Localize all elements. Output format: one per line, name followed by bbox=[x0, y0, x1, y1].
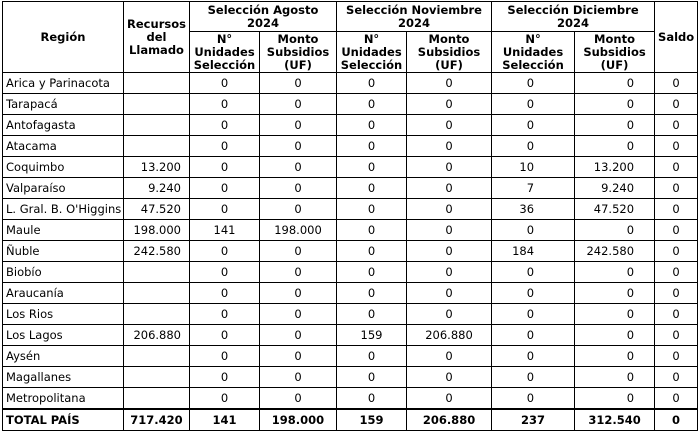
diciembre-unidades-cell: 36 bbox=[492, 199, 575, 220]
diciembre-monto-cell: 0 bbox=[575, 73, 655, 94]
diciembre-unidades-cell: 0 bbox=[492, 136, 575, 157]
table-row bbox=[3, 157, 698, 178]
header-noviembre: Selección Noviembre 2024 bbox=[337, 2, 492, 32]
saldo-cell: 0 bbox=[655, 346, 698, 367]
noviembre-monto-cell: 0 bbox=[407, 115, 492, 136]
noviembre-monto-cell: 206.880 bbox=[407, 325, 492, 346]
diciembre-unidades-cell: 10 bbox=[492, 157, 575, 178]
agosto-unidades-cell: 0 bbox=[190, 115, 260, 136]
noviembre-unidades-cell: 0 bbox=[337, 136, 407, 157]
region-cell: Ñuble bbox=[3, 241, 124, 262]
diciembre-monto-cell: 0 bbox=[575, 115, 655, 136]
agosto-monto-cell: 0 bbox=[260, 115, 337, 136]
noviembre-unidades-cell: 0 bbox=[337, 157, 407, 178]
subheader-agosto-unidades: N° Unidades Selección bbox=[190, 32, 260, 73]
diciembre-monto-cell: 0 bbox=[575, 346, 655, 367]
table-row bbox=[3, 241, 698, 262]
table-row bbox=[3, 73, 698, 94]
recursos-cell bbox=[124, 283, 190, 304]
table-row bbox=[3, 367, 698, 388]
diciembre-unidades-cell: 0 bbox=[492, 367, 575, 388]
total-agosto-monto: 198.000 bbox=[260, 409, 337, 431]
table-row bbox=[3, 199, 698, 220]
agosto-monto-cell: 0 bbox=[260, 199, 337, 220]
noviembre-unidades-cell: 0 bbox=[337, 262, 407, 283]
diciembre-unidades-cell: 0 bbox=[492, 283, 575, 304]
saldo-cell: 0 bbox=[655, 283, 698, 304]
region-cell: Los Rios bbox=[3, 304, 124, 325]
recursos-cell: 206.880 bbox=[124, 325, 190, 346]
diciembre-unidades-cell: 0 bbox=[492, 220, 575, 241]
saldo-cell: 0 bbox=[655, 304, 698, 325]
noviembre-unidades-cell: 0 bbox=[337, 304, 407, 325]
agosto-unidades-cell: 0 bbox=[190, 199, 260, 220]
noviembre-monto-cell: 0 bbox=[407, 262, 492, 283]
subheader-diciembre-unidades: N° Unidades Selección bbox=[492, 32, 575, 73]
region-cell: Antofagasta bbox=[3, 115, 124, 136]
noviembre-monto-cell: 0 bbox=[407, 157, 492, 178]
total-diciembre-monto: 312.540 bbox=[575, 409, 655, 431]
agosto-unidades-cell: 0 bbox=[190, 178, 260, 199]
agosto-monto-cell: 0 bbox=[260, 262, 337, 283]
noviembre-monto-cell: 0 bbox=[407, 304, 492, 325]
diciembre-monto-cell: 0 bbox=[575, 325, 655, 346]
total-diciembre-unidades: 237 bbox=[492, 409, 575, 431]
diciembre-unidades-cell: 184 bbox=[492, 241, 575, 262]
table-row bbox=[3, 388, 698, 410]
noviembre-monto-cell: 0 bbox=[407, 94, 492, 115]
table-row bbox=[3, 178, 698, 199]
noviembre-monto-cell: 0 bbox=[407, 199, 492, 220]
region-cell: Araucanía bbox=[3, 283, 124, 304]
recursos-cell bbox=[124, 94, 190, 115]
table-row bbox=[3, 220, 698, 241]
recursos-cell bbox=[124, 367, 190, 388]
total-region: TOTAL PAÍS bbox=[3, 409, 124, 431]
diciembre-unidades-cell: 0 bbox=[492, 73, 575, 94]
diciembre-monto-cell: 0 bbox=[575, 388, 655, 410]
table-row bbox=[3, 262, 698, 283]
agosto-monto-cell: 0 bbox=[260, 388, 337, 410]
noviembre-monto-cell: 0 bbox=[407, 388, 492, 410]
region-cell: Biobío bbox=[3, 262, 124, 283]
diciembre-monto-cell: 0 bbox=[575, 136, 655, 157]
noviembre-unidades-cell: 0 bbox=[337, 367, 407, 388]
region-cell: Maule bbox=[3, 220, 124, 241]
saldo-cell: 0 bbox=[655, 73, 698, 94]
noviembre-monto-cell: 0 bbox=[407, 241, 492, 262]
noviembre-monto-cell: 0 bbox=[407, 178, 492, 199]
diciembre-monto-cell: 0 bbox=[575, 367, 655, 388]
agosto-monto-cell: 0 bbox=[260, 136, 337, 157]
region-cell: Los Lagos bbox=[3, 325, 124, 346]
noviembre-unidades-cell: 0 bbox=[337, 283, 407, 304]
recursos-cell: 9.240 bbox=[124, 178, 190, 199]
diciembre-unidades-cell: 0 bbox=[492, 325, 575, 346]
region-cell: Tarapacá bbox=[3, 94, 124, 115]
noviembre-unidades-cell: 0 bbox=[337, 94, 407, 115]
saldo-cell: 0 bbox=[655, 262, 698, 283]
agosto-monto-cell: 0 bbox=[260, 241, 337, 262]
noviembre-monto-cell: 0 bbox=[407, 367, 492, 388]
agosto-unidades-cell: 0 bbox=[190, 94, 260, 115]
recursos-cell bbox=[124, 304, 190, 325]
agosto-monto-cell: 0 bbox=[260, 283, 337, 304]
noviembre-unidades-cell: 159 bbox=[337, 325, 407, 346]
diciembre-monto-cell: 242.580 bbox=[575, 241, 655, 262]
header-recursos: Recursos del Llamado bbox=[124, 2, 190, 73]
diciembre-monto-cell: 0 bbox=[575, 94, 655, 115]
agosto-unidades-cell: 0 bbox=[190, 304, 260, 325]
region-cell: Magallanes bbox=[3, 367, 124, 388]
saldo-cell: 0 bbox=[655, 178, 698, 199]
agosto-unidades-cell: 0 bbox=[190, 283, 260, 304]
noviembre-unidades-cell: 0 bbox=[337, 73, 407, 94]
diciembre-unidades-cell: 0 bbox=[492, 262, 575, 283]
saldo-cell: 0 bbox=[655, 220, 698, 241]
noviembre-unidades-cell: 0 bbox=[337, 241, 407, 262]
region-cell: Aysén bbox=[3, 346, 124, 367]
agosto-unidades-cell: 141 bbox=[190, 220, 260, 241]
saldo-cell: 0 bbox=[655, 115, 698, 136]
diciembre-monto-cell: 9.240 bbox=[575, 178, 655, 199]
agosto-unidades-cell: 0 bbox=[190, 388, 260, 410]
agosto-unidades-cell: 0 bbox=[190, 262, 260, 283]
total-noviembre-monto: 206.880 bbox=[407, 409, 492, 431]
table-body bbox=[3, 73, 698, 431]
diciembre-unidades-cell: 0 bbox=[492, 115, 575, 136]
diciembre-monto-cell: 47.520 bbox=[575, 199, 655, 220]
recursos-cell bbox=[124, 136, 190, 157]
saldo-cell: 0 bbox=[655, 94, 698, 115]
diciembre-monto-cell: 13.200 bbox=[575, 157, 655, 178]
saldo-cell: 0 bbox=[655, 136, 698, 157]
diciembre-monto-cell: 0 bbox=[575, 283, 655, 304]
header-diciembre: Selección Diciembre 2024 bbox=[492, 2, 655, 32]
diciembre-unidades-cell: 0 bbox=[492, 388, 575, 410]
agosto-unidades-cell: 0 bbox=[190, 367, 260, 388]
total-saldo: 0 bbox=[655, 409, 698, 431]
table-row bbox=[3, 136, 698, 157]
recursos-cell: 242.580 bbox=[124, 241, 190, 262]
recursos-cell bbox=[124, 346, 190, 367]
table-row bbox=[3, 283, 698, 304]
table-row bbox=[3, 325, 698, 346]
recursos-cell: 47.520 bbox=[124, 199, 190, 220]
subheader-noviembre-unidades: N° Unidades Selección bbox=[337, 32, 407, 73]
diciembre-unidades-cell: 0 bbox=[492, 94, 575, 115]
region-cell: Coquimbo bbox=[3, 157, 124, 178]
table-row bbox=[3, 304, 698, 325]
noviembre-monto-cell: 0 bbox=[407, 220, 492, 241]
recursos-cell bbox=[124, 73, 190, 94]
header-agosto: Selección Agosto 2024 bbox=[190, 2, 337, 32]
agosto-monto-cell: 0 bbox=[260, 325, 337, 346]
noviembre-unidades-cell: 0 bbox=[337, 115, 407, 136]
noviembre-monto-cell: 0 bbox=[407, 283, 492, 304]
table-row bbox=[3, 94, 698, 115]
diciembre-monto-cell: 0 bbox=[575, 220, 655, 241]
noviembre-unidades-cell: 0 bbox=[337, 178, 407, 199]
noviembre-unidades-cell: 0 bbox=[337, 199, 407, 220]
recursos-cell bbox=[124, 115, 190, 136]
noviembre-unidades-cell: 0 bbox=[337, 346, 407, 367]
diciembre-unidades-cell: 0 bbox=[492, 304, 575, 325]
diciembre-unidades-cell: 0 bbox=[492, 346, 575, 367]
header-saldo: Saldo bbox=[655, 2, 698, 73]
saldo-cell: 0 bbox=[655, 199, 698, 220]
noviembre-monto-cell: 0 bbox=[407, 136, 492, 157]
region-cell: Atacama bbox=[3, 136, 124, 157]
recursos-cell: 13.200 bbox=[124, 157, 190, 178]
total-noviembre-unidades: 159 bbox=[337, 409, 407, 431]
agosto-monto-cell: 0 bbox=[260, 73, 337, 94]
saldo-cell: 0 bbox=[655, 367, 698, 388]
recursos-cell bbox=[124, 388, 190, 410]
agosto-unidades-cell: 0 bbox=[190, 241, 260, 262]
subheader-agosto-monto: Monto Subsidios (UF) bbox=[260, 32, 337, 73]
diciembre-unidades-cell: 7 bbox=[492, 178, 575, 199]
region-cell: Arica y Parinacota bbox=[3, 73, 124, 94]
agosto-unidades-cell: 0 bbox=[190, 157, 260, 178]
saldo-cell: 0 bbox=[655, 157, 698, 178]
diciembre-monto-cell: 0 bbox=[575, 304, 655, 325]
subheader-noviembre-monto: Monto Subsidios (UF) bbox=[407, 32, 492, 73]
agosto-monto-cell: 0 bbox=[260, 367, 337, 388]
agosto-monto-cell: 0 bbox=[260, 157, 337, 178]
agosto-monto-cell: 0 bbox=[260, 346, 337, 367]
agosto-unidades-cell: 0 bbox=[190, 346, 260, 367]
subheader-diciembre-monto: Monto Subsidios (UF) bbox=[575, 32, 655, 73]
table-row bbox=[3, 115, 698, 136]
saldo-cell: 0 bbox=[655, 388, 698, 410]
table-row bbox=[3, 346, 698, 367]
agosto-monto-cell: 0 bbox=[260, 304, 337, 325]
recursos-cell: 198.000 bbox=[124, 220, 190, 241]
agosto-monto-cell: 0 bbox=[260, 178, 337, 199]
agosto-unidades-cell: 0 bbox=[190, 136, 260, 157]
agosto-unidades-cell: 0 bbox=[190, 73, 260, 94]
noviembre-monto-cell: 0 bbox=[407, 346, 492, 367]
agosto-monto-cell: 198.000 bbox=[260, 220, 337, 241]
agosto-monto-cell: 0 bbox=[260, 94, 337, 115]
selection-table bbox=[2, 1, 698, 431]
saldo-cell: 0 bbox=[655, 241, 698, 262]
total-row bbox=[3, 409, 698, 431]
noviembre-monto-cell: 0 bbox=[407, 73, 492, 94]
total-recursos: 717.420 bbox=[124, 409, 190, 431]
region-cell: Metropolitana bbox=[3, 388, 124, 410]
recursos-cell bbox=[124, 262, 190, 283]
region-cell: L. Gral. B. O'Higgins bbox=[3, 199, 124, 220]
total-agosto-unidades: 141 bbox=[190, 409, 260, 431]
region-cell: Valparaíso bbox=[3, 178, 124, 199]
diciembre-monto-cell: 0 bbox=[575, 262, 655, 283]
noviembre-unidades-cell: 0 bbox=[337, 220, 407, 241]
header-region: Región bbox=[3, 2, 124, 73]
agosto-unidades-cell: 0 bbox=[190, 325, 260, 346]
noviembre-unidades-cell: 0 bbox=[337, 388, 407, 410]
saldo-cell: 0 bbox=[655, 325, 698, 346]
